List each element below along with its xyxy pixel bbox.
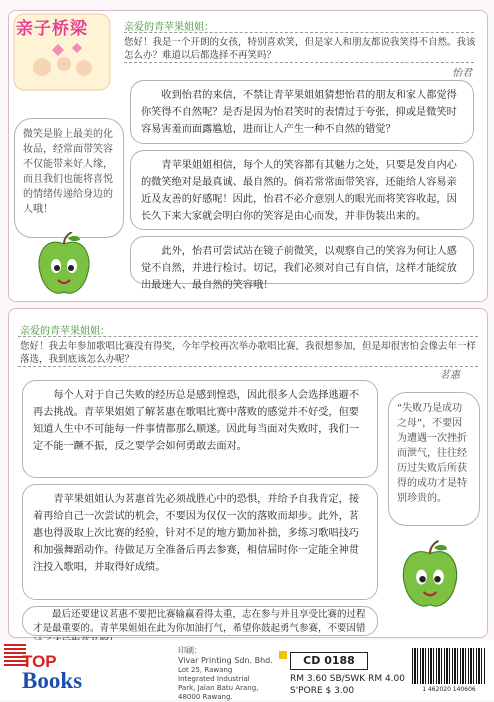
printer-name: Vivar Printing Sdn. Bhd.	[178, 656, 273, 665]
answer-paragraph: 收到怡君的来信，不禁让青苹果姐姐猜想怡君的朋友和家人都觉得你笑得不自然呢？是否是因为怡君笑时的表情过于夸张，抑或是微笑时容易害羞而面露尴尬，进而让人产生一种不自然的错觉？	[130, 80, 474, 144]
apple-mascot-icon	[398, 538, 462, 614]
divider	[18, 366, 478, 367]
brand-logo-top: TOP	[22, 652, 57, 671]
catalog-code: CD 0188	[290, 652, 368, 670]
printer-address: Lot 25, Rawang Integrated Industrial Park, Jalan Batu Arang, 48000 Rawang.	[178, 666, 259, 701]
barcode-number: 1 462020 140606	[422, 686, 476, 693]
price-singapore: S'PORE $ 3.00	[290, 686, 355, 696]
reader-question-2: 您好！我去年参加歌唱比赛没有得奖，今年学校再次举办歌唱比赛，我很想参加，但是却很害怕会像去年一样落选，我到底该怎么办呢？	[20, 341, 477, 365]
divider	[18, 336, 478, 337]
letter-salutation-2: 亲爱的青苹果姐姐：	[20, 326, 110, 337]
reader-question-1: 您好！我是一个开朗的女孩，特别喜欢笑，但是家人和朋友都说我笑得不自然。我该怎么办？难道以后都选择不再笑吗？	[124, 37, 476, 61]
price-malaysia: RM 3.60 SB/SWK RM 4.00	[290, 674, 405, 684]
brand-logo: Books	[22, 668, 83, 693]
tip-note-2: “失败乃是成功之母”，不要因为遭遇一次挫折而泄气，往往经历过失败后所获得的成功才是特别珍贵的。	[388, 392, 480, 526]
apple-mascot-icon	[34, 232, 94, 298]
reader-signature-2: 茗惠	[440, 370, 460, 381]
printer-label: 印刷：	[178, 646, 202, 655]
divider	[124, 62, 474, 63]
column-title: 亲子桥梁	[16, 19, 88, 39]
reader-signature-1: 怡君	[452, 68, 472, 79]
answer-paragraph: 此外，怡君可尝试站在镜子前微笑，以观察自己的笑容为何让人感觉不自然，并进行检讨。切记，我们必须对自己有自信，这样才能绽放出最迷人、最自然的笑容哦！	[130, 236, 474, 284]
answer-paragraph: 青苹果姐姐认为茗惠首先必须战胜心中的恐惧，并给予自我肯定，接着再给自己一次尝试的机会，不要因为仅仅一次的落败而却步。此外，茗惠也得汲取上次比赛的经验，针对不足的地方勤加补拙，多练习歌唱技巧和加强舞蹈动作。待做足万全准备后再去参赛，相信届时你一定能全神贯注投入歌唱，并取得好成绩。	[22, 484, 378, 600]
answer-paragraph: 最后还要建议茗惠不要把比赛输赢看得太重，志在参与并且享受比赛的过程才是最重要的。青苹果姐姐在此为你加油打气，希望你鼓起勇气参赛，不要因错	[22, 606, 378, 636]
registered-mark-icon	[278, 650, 288, 660]
answer-paragraph: 每个人对于自己失败的经历总是感到惶恐，因此很多人会选择逃避不再去挑战。青苹果姐姐了解茗惠在歌唱比赛中落败的感觉并不好受，但要知道人生中不可能每一件事情都那么顺遂。因此每当面对失败时，我们一定不能一蹶不振，反之要学会如何勇敢去面对。	[22, 380, 378, 478]
barcode-icon	[412, 648, 486, 684]
letter-salutation-1: 亲爱的青苹果姐姐：	[124, 22, 214, 33]
tip-note-1: 微笑是脸上最美的化妆品，经常面带笑容不仅能带来好人缘，而且我们也能将喜悦的情绪传递给身边的人哦！	[14, 118, 124, 238]
divider	[124, 32, 474, 33]
answer-paragraph: 青苹果姐姐相信，每个人的笑容都有其魅力之处，只要是发自内心的微笑绝对是最真诚、最自然的。倘若常常面带笑容，还能给人容易亲近及友善的好感呢！因此，怡君不必介意别人的眼光而将笑容收起，因长久下来大家就会明白你的笑容是由心而发，并非伪装出来的。	[130, 150, 474, 230]
